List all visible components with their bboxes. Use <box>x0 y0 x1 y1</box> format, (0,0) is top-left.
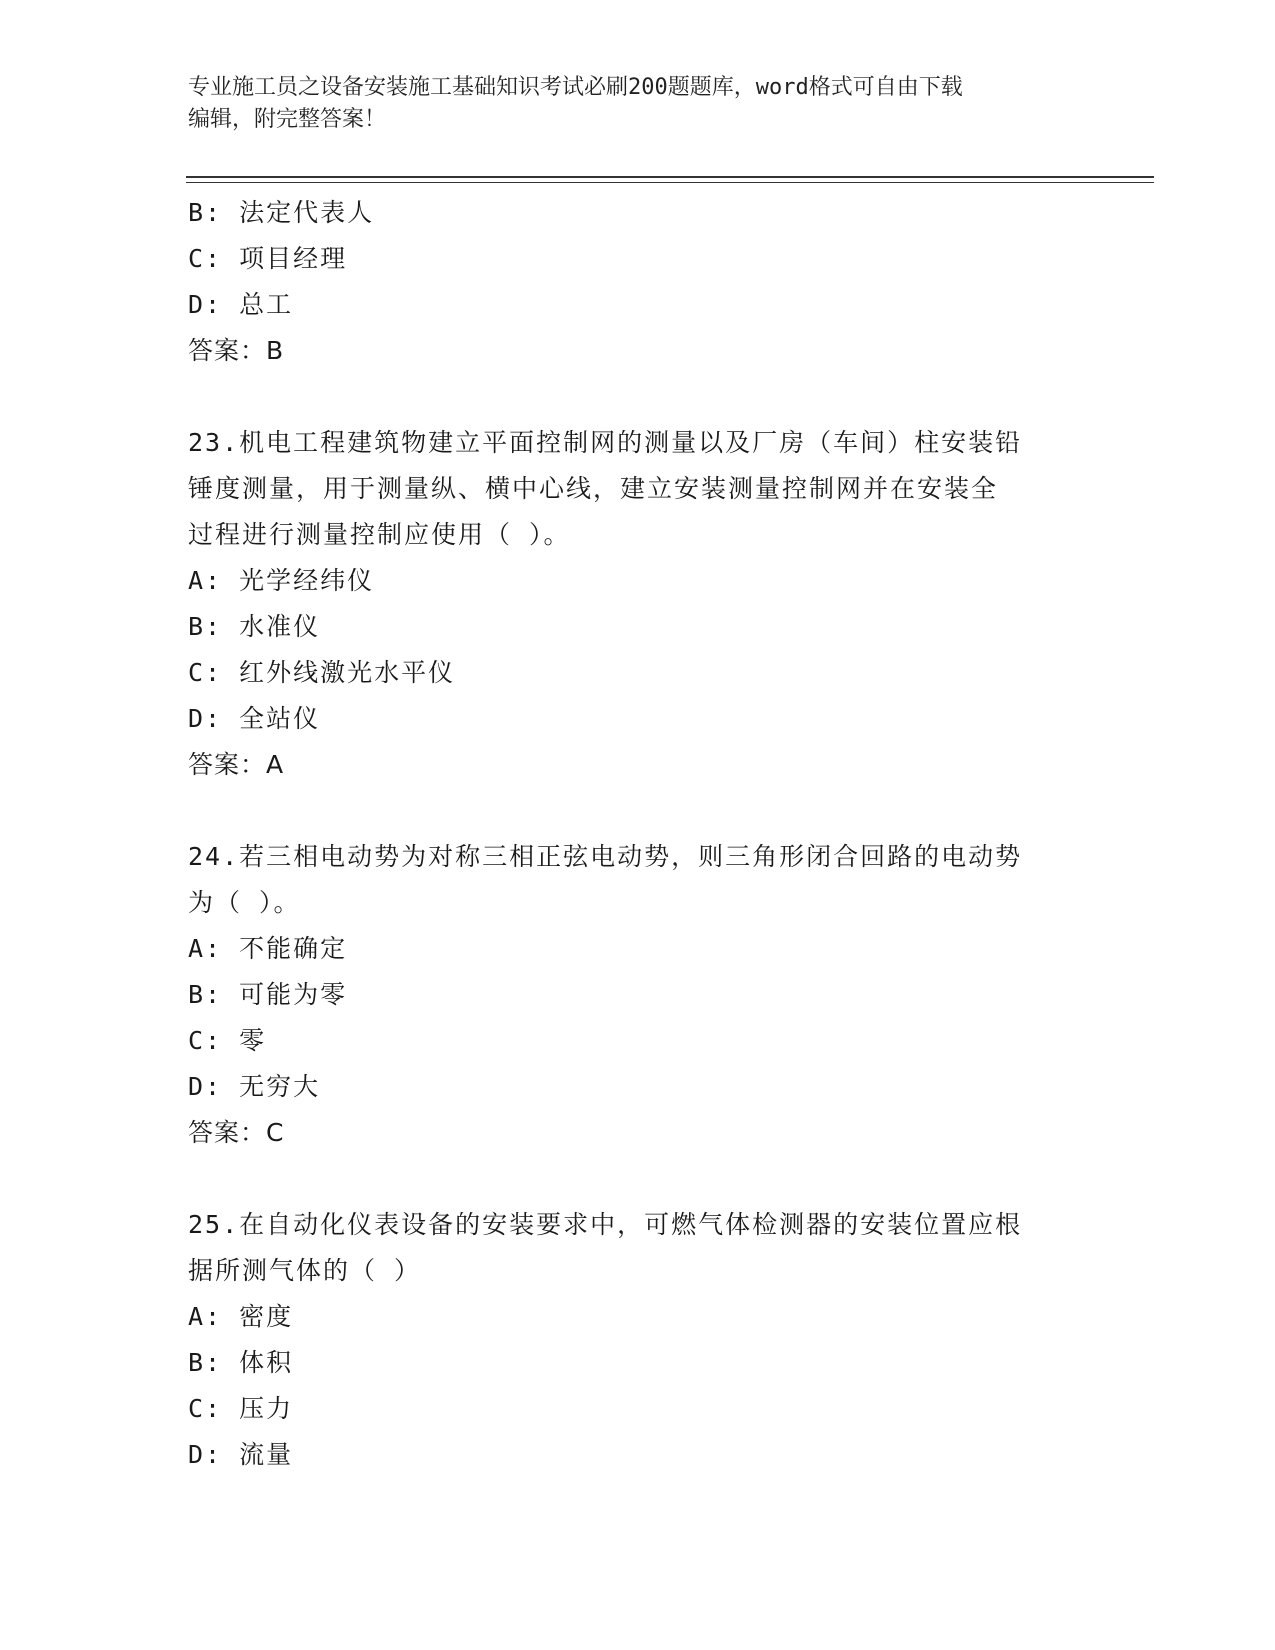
option-c: C: 零 <box>188 1026 267 1055</box>
header-title-line-1: 专业施工员之设备安装施工基础知识考试必刷200题题库，word格式可自由下载 <box>188 75 963 100</box>
page-header <box>188 72 1088 136</box>
option-a: A: 光学经纬仪 <box>188 566 375 595</box>
answer-label: 答案：C <box>188 1118 285 1147</box>
question-text-line: 25.在自动化仪表设备的安装要求中，可燃气体检测器的安装位置应根 <box>188 1210 1023 1239</box>
answer-label: 答案：A <box>188 750 285 779</box>
option-d: D: 流量 <box>188 1440 294 1469</box>
option-b: B: 可能为零 <box>188 980 348 1009</box>
header-divider-thin <box>186 182 1154 183</box>
spacer <box>188 1156 1088 1202</box>
question-text-line: 为（ ）。 <box>188 888 301 917</box>
option-c: C: 项目经理 <box>188 244 348 273</box>
option-b: B: 法定代表人 <box>188 198 375 227</box>
spacer <box>188 374 1088 420</box>
question-list <box>188 190 1088 1478</box>
spacer <box>188 788 1088 834</box>
question-text-line: 24.若三相电动势为对称三相正弦电动势，则三角形闭合回路的电动势 <box>188 842 1023 871</box>
option-b: B: 体积 <box>188 1348 294 1377</box>
option-d: D: 全站仪 <box>188 704 321 733</box>
question-text-line: 锤度测量，用于测量纵、横中心线，建立安装测量控制网并在安装全 <box>188 474 999 503</box>
answer-label: 答案：B <box>188 336 285 365</box>
question-25 <box>188 1202 1088 1478</box>
header-title-line-2: 编辑，附完整答案！ <box>188 107 387 132</box>
option-d: D: 无穷大 <box>188 1072 321 1101</box>
question-23 <box>188 420 1088 788</box>
question-24 <box>188 834 1088 1156</box>
option-c: C: 红外线激光水平仪 <box>188 658 456 687</box>
question-text-line: 23.机电工程建筑物建立平面控制网的测量以及厂房（车间）柱安装铅 <box>188 428 1023 457</box>
option-a: A: 密度 <box>188 1302 294 1331</box>
option-d: D: 总工 <box>188 290 294 319</box>
option-b: B: 水准仪 <box>188 612 321 641</box>
option-a: A: 不能确定 <box>188 934 348 963</box>
question-text-line: 据所测气体的（ ） <box>188 1256 422 1285</box>
question-text-line: 过程进行测量控制应使用（ ）。 <box>188 520 571 549</box>
question-22 <box>188 190 1088 374</box>
header-divider-thick <box>186 176 1154 178</box>
option-c: C: 压力 <box>188 1394 294 1423</box>
